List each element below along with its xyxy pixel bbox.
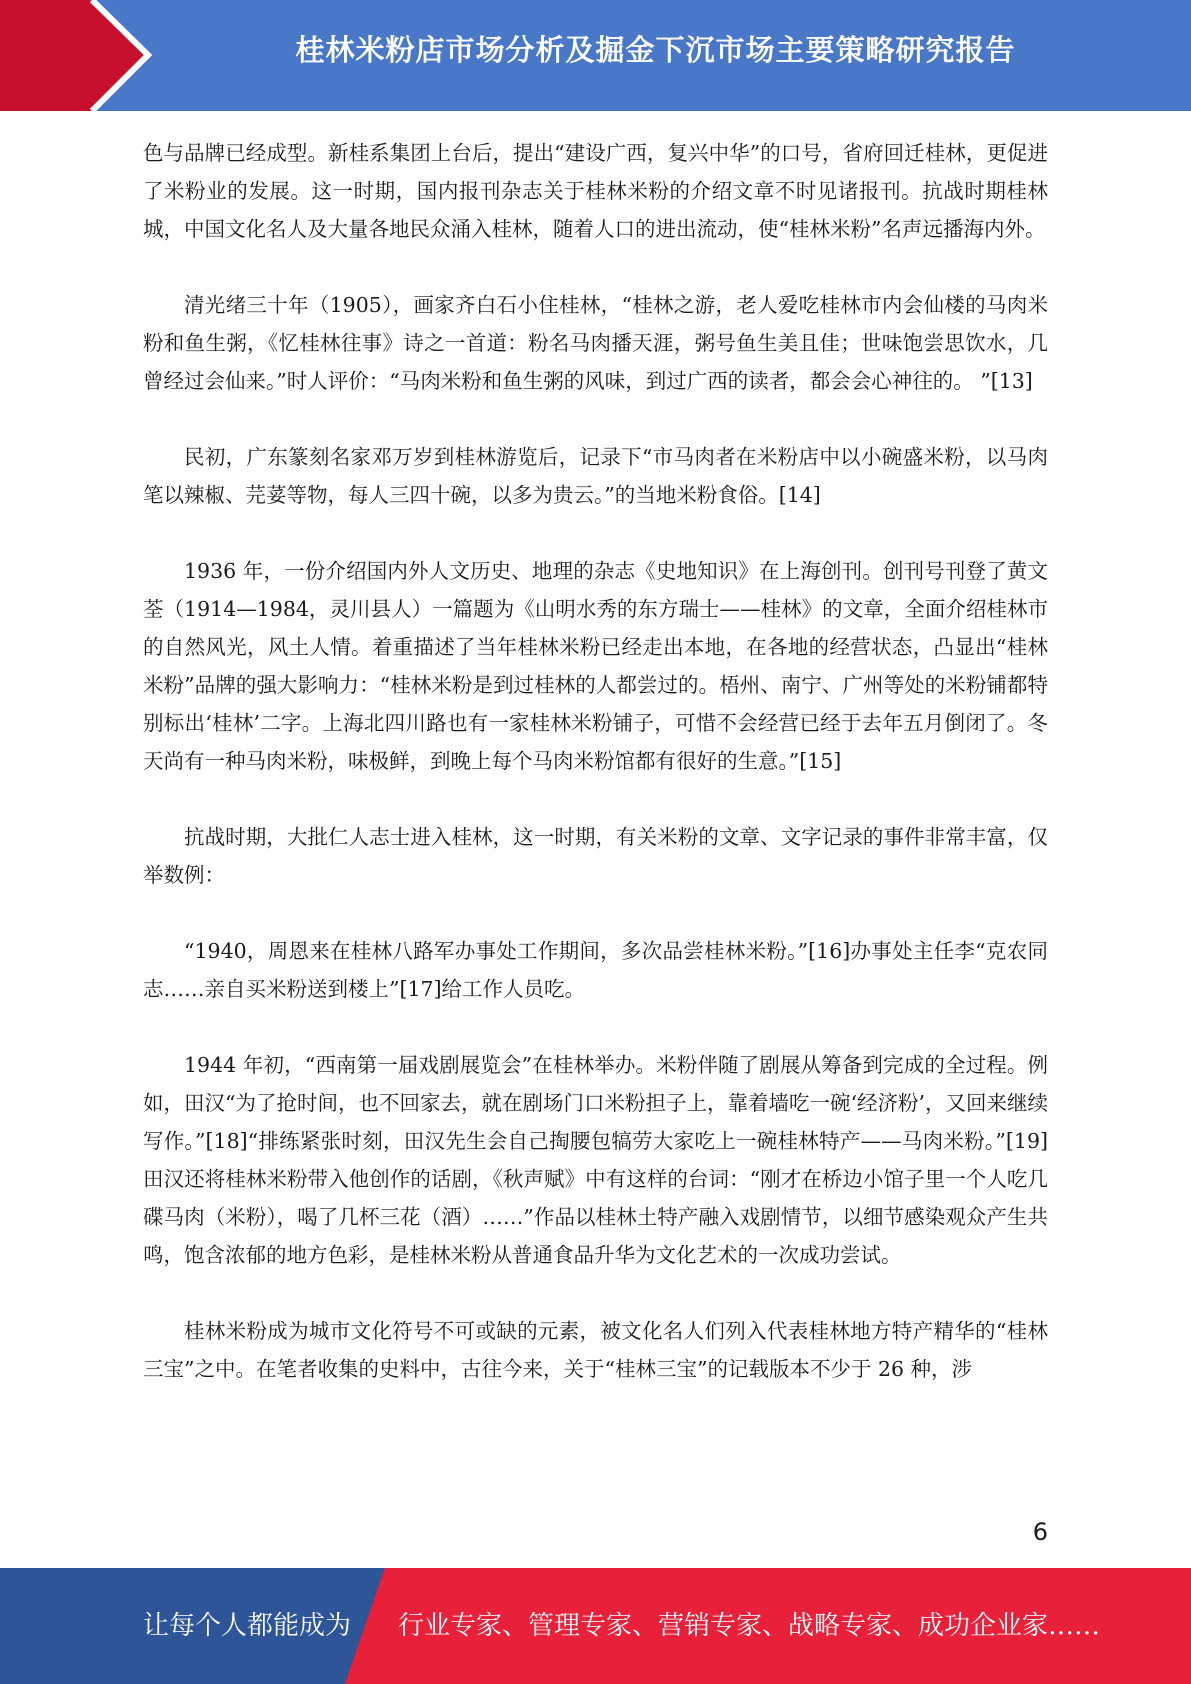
footer-slogan-left: 让每个人都能成为 [143,1611,352,1641]
page-footer [0,1568,1191,1684]
paragraph-2: 清光绪三十年（1905），画家齐白石小住桂林，“桂林之游，老人爱吃桂林市内会仙楼的马肉米粉和鱼生粥，《忆桂林往事》诗之一首道：粉名马肉播天涯，粥号鱼生美且佳；世味饱尝思饮水，几曾经过会仙来。”时人评价：“马肉米粉和鱼生粥的风味，到过广西的读者，都会会心神往的。 ”[13] [143,293,1048,393]
paragraph-5: 抗战时期，大批仁人志士进入桂林，这一时期，有关米粉的文章、文字记录的事件非常丰富，仅举数例： [143,825,1048,887]
paragraph-1: 色与品牌已经成型。新桂系集团上台后，提出“建设广西，复兴中华”的口号，省府回迁桂林，更促进了米粉业的发展。这一时期，国内报刊杂志关于桂林米粉的介绍文章不时见诸报刊。抗战时期桂林城，中国文化名人及大量各地民众涌入桂林，随着人口的进出流动，使“桂林米粉”名声远播海内外。 [143,141,1048,241]
report-title: 桂林米粉店市场分析及掘金下沉市场主要策略研究报告 [295,33,1016,67]
paragraph-3: 民初，广东篆刻名家邓万岁到桂林游览后，记录下“市马肉者在米粉店中以小碗盛米粉，以马肉笔以辣椒、芫荽等物，每人三四十碗，以多为贵云。”的当地米粉食俗。[14] [143,445,1048,507]
paragraph-8: 桂林米粉成为城市文化符号不可或缺的元素，被文化名人们列入代表桂林地方特产精华的“桂林三宝”之中。在笔者收集的史料中，古往今来，关于“桂林三宝”的记载版本不少于 26 种，涉 [143,1319,1048,1381]
document-body [143,134,1048,1426]
header-red-arrow-decoration [0,0,170,111]
paragraph-6: “1940，周恩来在桂林八路军办事处工作期间，多次品尝桂林米粉。”[16]办事处主任李“克农同志……亲自买米粉送到楼上”[17]给工作人员吃。 [143,939,1048,1001]
footer-slogan-right: 行业专家、管理专家、营销专家、战略专家、成功企业家…… [398,1611,1101,1641]
paragraph-7: 1944 年初，“西南第一届戏剧展览会”在桂林举办。米粉伴随了剧展从筹备到完成的全过程。例如，田汉“为了抢时间，也不回家去，就在剧场门口米粉担子上，靠着墙吃一碗‘经济粉’，又回来继续写作。”[18]“排练紧张时刻，田汉先生会自己掏腰包犒劳大家吃上一碗桂林特产——马肉米粉。”[19]田汉还将桂林米粉带入他创作的话剧，《秋声赋》中有这样的台词：“刚才在桥边小馆子里一个人吃几碟马肉（米粉），喝了几杯三花（酒）……”作品以桂林土特产融入戏剧情节，以细节感染观众产生共鸣，饱含浓郁的地方色彩，是桂林米粉从普通食品升华为文化艺术的一次成功尝试。 [143,1053,1049,1267]
page-header [0,0,1191,111]
paragraph-4: 1936 年，一份介绍国内外人文历史、地理的杂志《史地知识》在上海创刊。创刊号刊登了黄文荃（1914—1984，灵川县人）一篇题为《山明水秀的东方瑞士——桂林》的文章，全面介绍桂林市的自然风光，风土人情。着重描述了当年桂林米粉已经走出本地，在各地的经营状态，凸显出“桂林米粉”品牌的强大影响力：“桂林米粉是到过桂林的人都尝过的。梧州、南宁、广州等处的米粉铺都特别标出‘桂林’二字。上海北四川路也有一家桂林米粉铺子，可惜不会经营已经于去年五月倒闭了。冬天尚有一种马肉米粉，味极鲜，到晚上每个马肉米粉馆都有很好的生意。”[15] [143,559,1048,773]
page-number: 6 [1032,1518,1048,1546]
